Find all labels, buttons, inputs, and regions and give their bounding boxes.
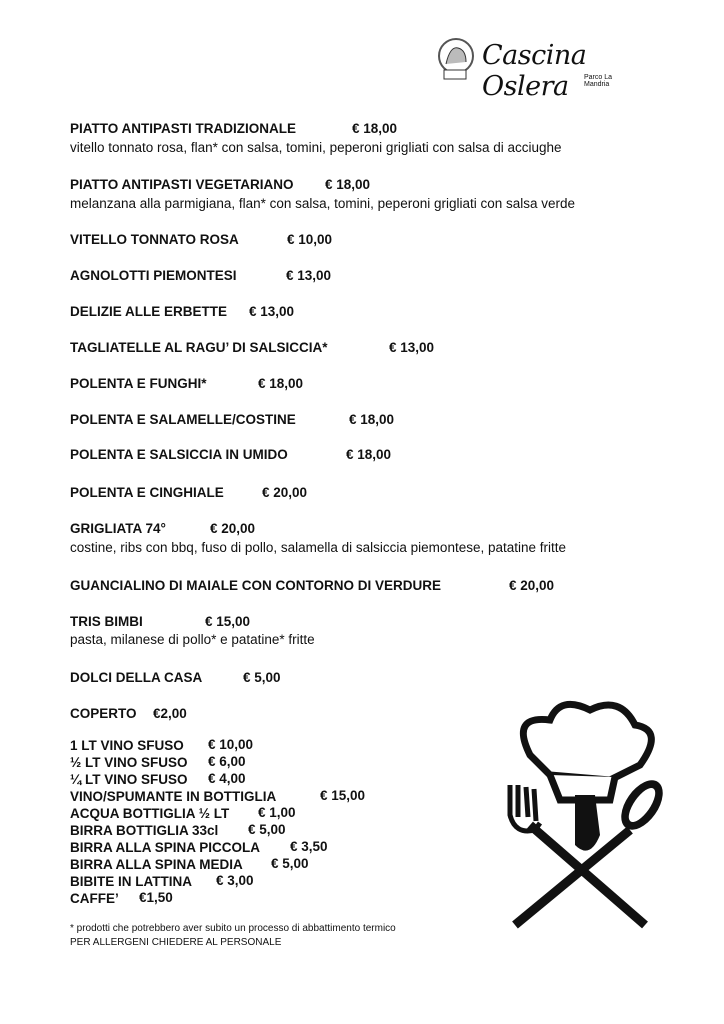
- menu-item-desc: melanzana alla parmigiana, flan* con salsa, tomini, peperoni grigliati con salsa verde: [70, 196, 576, 211]
- menu-item-price: € 13,00: [286, 268, 332, 283]
- menu-item-name: PIATTO ANTIPASTI TRADIZIONALE: [70, 121, 296, 136]
- menu-item-name: POLENTA E SALAMELLE/COSTINE: [70, 412, 296, 427]
- menu-item-name: VITELLO TONNATO ROSA: [70, 232, 239, 247]
- drink-price: € 4,00: [208, 771, 246, 786]
- menu-item-price: €2,00: [153, 706, 187, 721]
- allergen-note: PER ALLERGENI CHIEDERE AL PERSONALE: [70, 937, 282, 948]
- drink-price: € 5,00: [271, 856, 309, 871]
- menu-item-price: € 13,00: [389, 340, 435, 355]
- drink-price: € 6,00: [208, 754, 246, 769]
- drink-name: ACQUA BOTTIGLIA ½ LT: [70, 806, 230, 821]
- drink-price: €1,50: [139, 890, 173, 905]
- menu-item-name: DOLCI DELLA CASA: [70, 670, 203, 685]
- menu-item-name: DELIZIE ALLE ERBETTE: [70, 304, 228, 319]
- menu-item-name: PIATTO ANTIPASTI VEGETARIANO: [70, 177, 294, 192]
- menu-item-name: TRIS BIMBI: [70, 614, 143, 629]
- menu-item-price: € 18,00: [349, 412, 395, 427]
- drink-name: BIRRA ALLA SPINA MEDIA: [70, 857, 243, 872]
- menu-item-desc: vitello tonnato rosa, flan* con salsa, tomini, peperoni grigliati con salsa di acciughe: [70, 140, 562, 155]
- footnote: * prodotti che potrebbero aver subito un processo di abbattimento termico: [70, 923, 396, 934]
- menu-item-price: € 20,00: [262, 485, 308, 500]
- menu-item-name: GRIGLIATA 74°: [70, 521, 166, 536]
- drink-price: € 5,00: [248, 822, 286, 837]
- menu-item-name: POLENTA E CINGHIALE: [70, 485, 224, 500]
- menu-item-price: € 15,00: [205, 614, 251, 629]
- logo-subtitle: Parco La Mandria: [584, 74, 613, 88]
- menu-item-name: COPERTO: [70, 706, 137, 721]
- menu-item-price: € 18,00: [258, 376, 304, 391]
- drink-price: € 1,00: [258, 805, 296, 820]
- drink-price: € 3,00: [216, 873, 254, 888]
- drink-price: € 15,00: [320, 788, 366, 803]
- menu-item-price: € 5,00: [243, 670, 281, 685]
- drink-name: ¼ LT VINO SFUSO: [70, 772, 188, 787]
- menu-item-price: € 10,00: [287, 232, 333, 247]
- drink-name: CAFFE’: [70, 891, 119, 906]
- restaurant-logo: [436, 36, 636, 102]
- drink-name: BIRRA BOTTIGLIA 33cl: [70, 823, 219, 838]
- drink-name: 1 LT VINO SFUSO: [70, 738, 184, 753]
- menu-item-name: TAGLIATELLE AL RAGU’ DI SALSICCIA*: [70, 340, 328, 355]
- drink-price: € 10,00: [208, 737, 254, 752]
- menu-item-price: € 20,00: [509, 578, 555, 593]
- menu-item-desc: pasta, milanese di pollo* e patatine* fritte: [70, 632, 315, 647]
- menu-item-name: POLENTA E FUNGHI*: [70, 376, 207, 391]
- menu-item-price: € 18,00: [325, 177, 371, 192]
- menu-item-price: € 13,00: [249, 304, 295, 319]
- logo-emblem-icon: [436, 36, 476, 82]
- menu-item-price: € 20,00: [210, 521, 256, 536]
- menu-item-price: € 18,00: [346, 447, 392, 462]
- menu-item-name: POLENTA E SALSICCIA IN UMIDO: [70, 447, 288, 462]
- menu-item-price: € 18,00: [352, 121, 398, 136]
- drink-name: BIRRA ALLA SPINA PICCOLA: [70, 840, 260, 855]
- menu-item-name: AGNOLOTTI PIEMONTESI: [70, 268, 237, 283]
- drink-name: BIBITE IN LATTINA: [70, 874, 192, 889]
- chef-hat-cutlery-icon: [490, 695, 670, 930]
- drink-name: ½ LT VINO SFUSO: [70, 755, 188, 770]
- menu-item-name: GUANCIALINO DI MAIALE CON CONTORNO DI VERDURE: [70, 578, 442, 593]
- drink-name: VINO/SPUMANTE IN BOTTIGLIA: [70, 789, 277, 804]
- logo-name: Cascina Oslera: [482, 40, 587, 102]
- drink-price: € 3,50: [290, 839, 328, 854]
- menu-item-desc: costine, ribs con bbq, fuso di pollo, salamella di salsiccia piemontese, patatine fritte: [70, 540, 567, 555]
